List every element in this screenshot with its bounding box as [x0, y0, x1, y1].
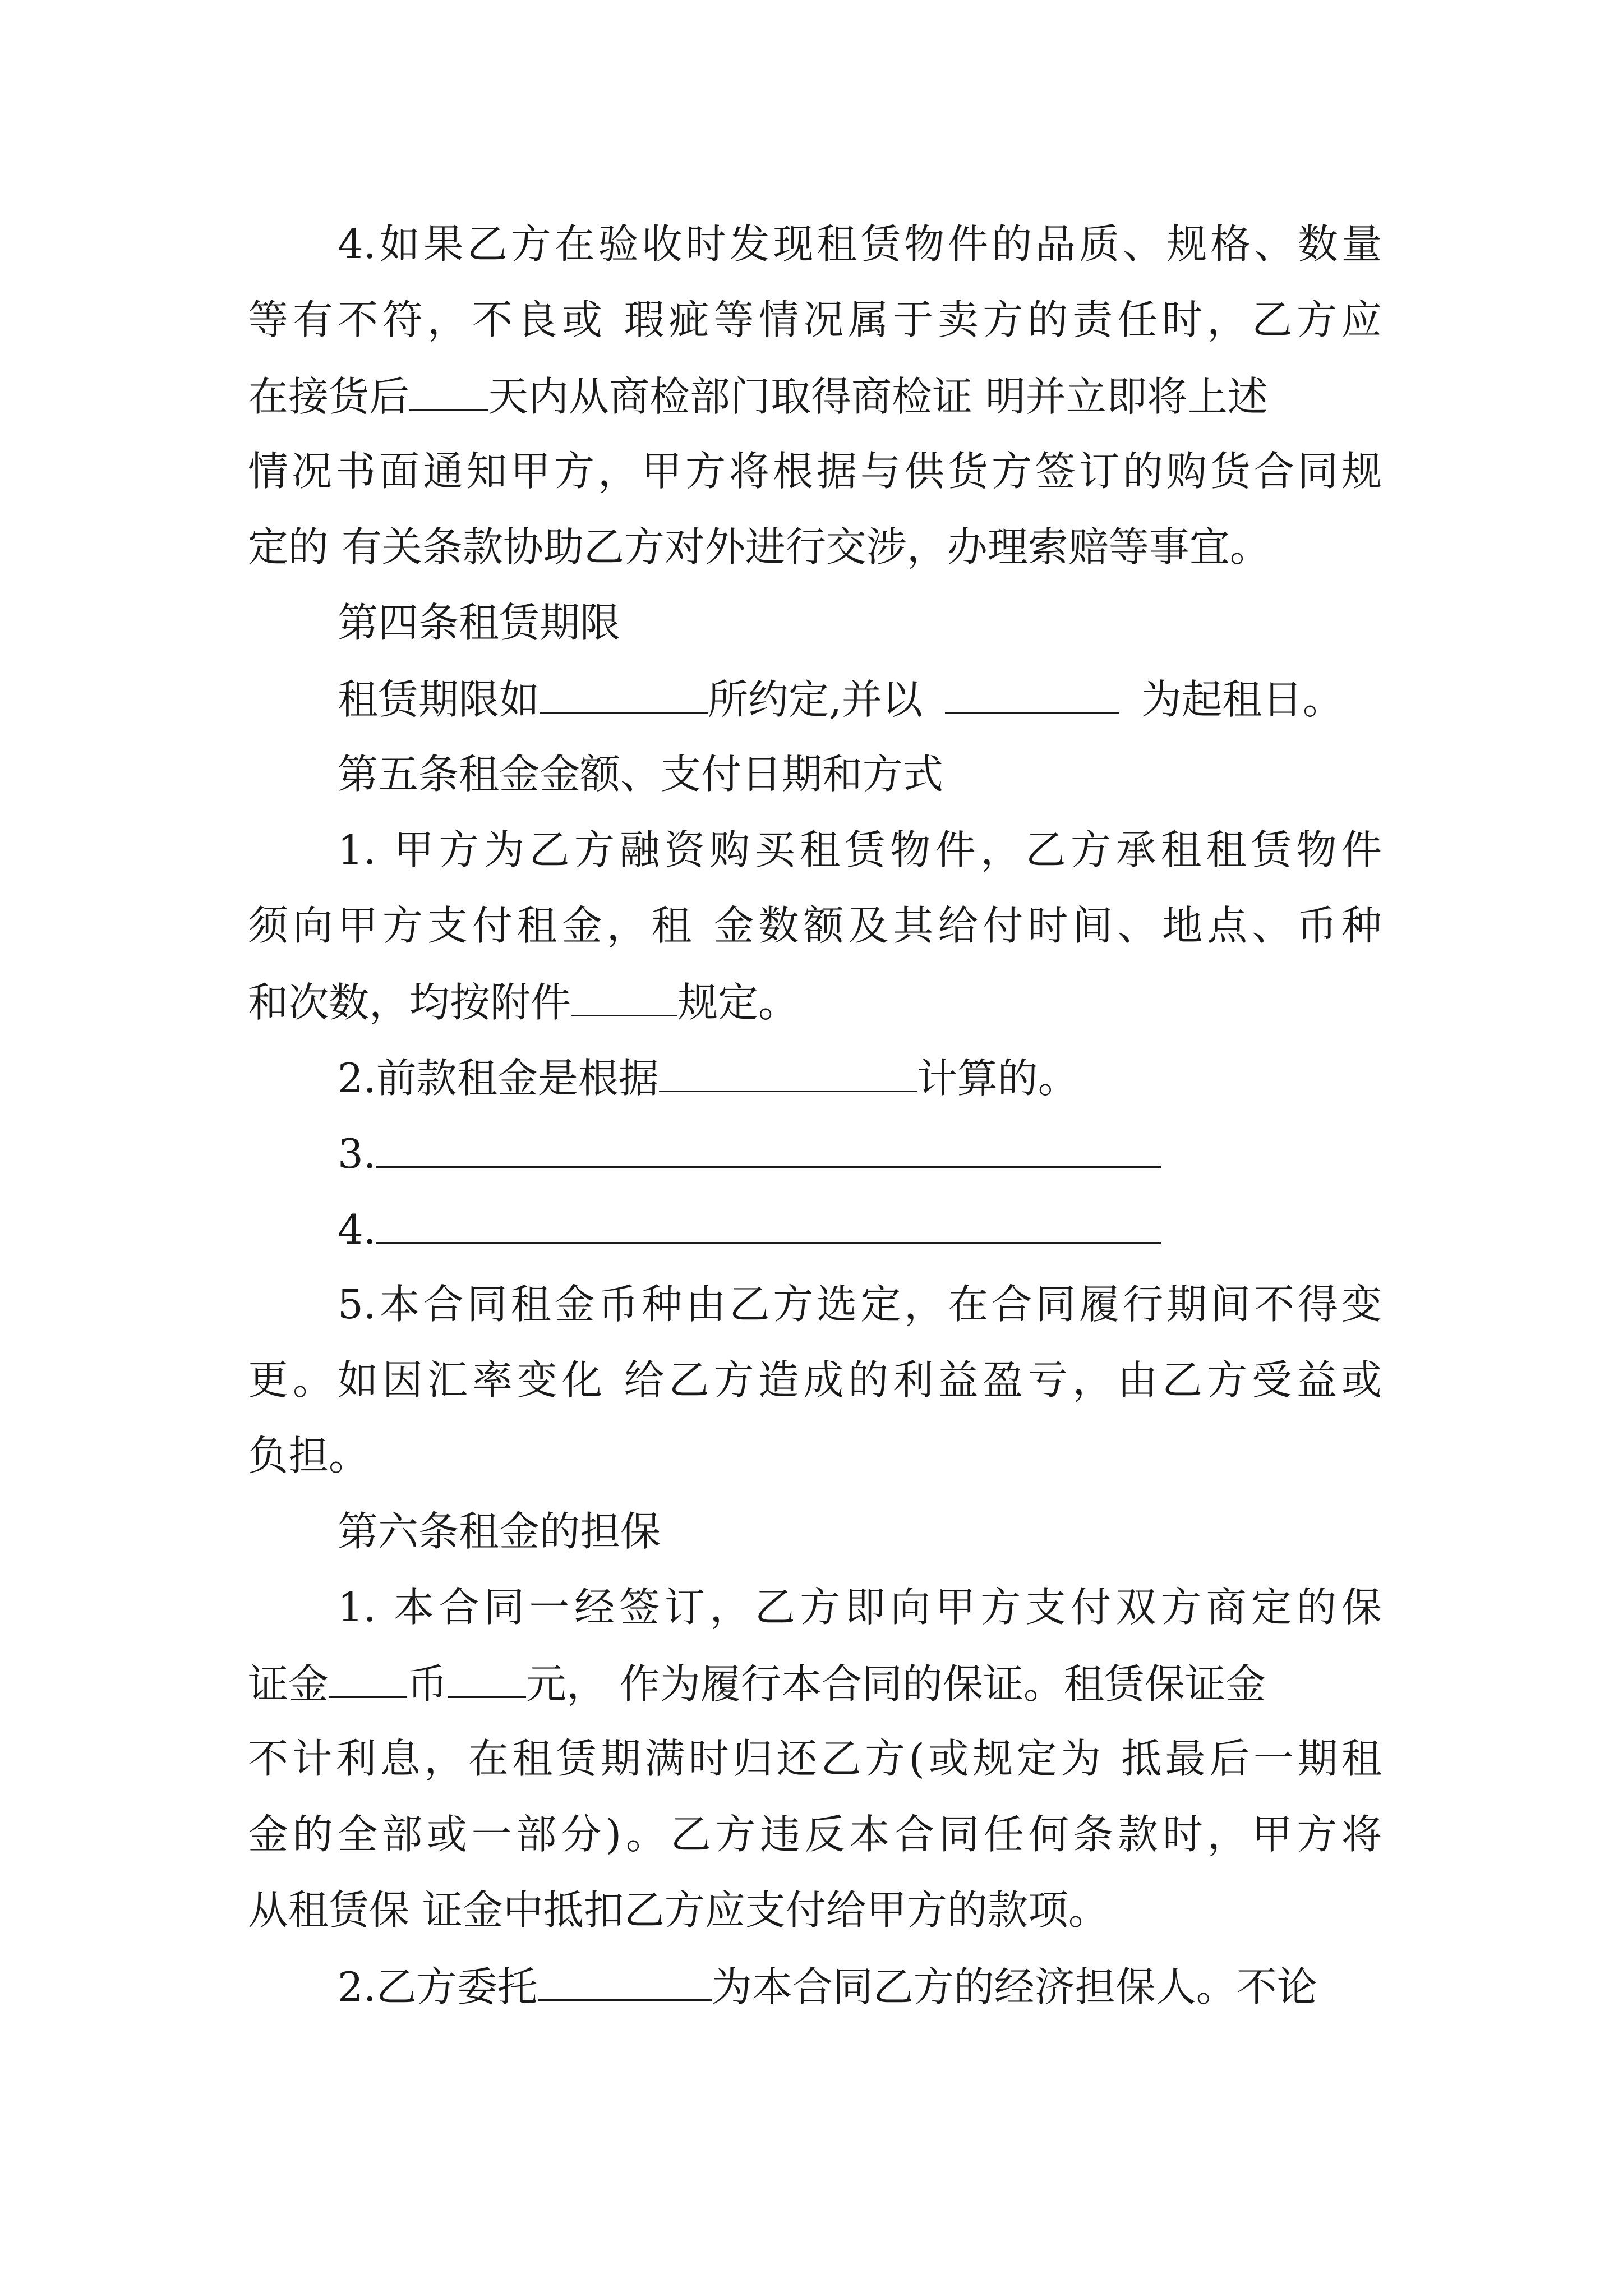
paragraph-line: 1. 甲方为乙方融资购买租赁物件，乙方承租租赁物件 — [338, 826, 1382, 873]
paragraph-line: 不计利息，在租赁期满时归还乙方(或规定为 抵最后一期租 — [248, 1735, 1382, 1782]
paragraph-line: 4.如果乙方在验收时发现租赁物件的品质、规格、数量 — [338, 220, 1382, 268]
text-segment: 所约定,并以 — [708, 676, 923, 723]
text-segment: 4. — [338, 1206, 376, 1253]
text-segment: 3. — [338, 1130, 376, 1177]
text-segment: 计算的。 — [916, 1055, 1078, 1102]
text-segment: 规定。 — [677, 979, 799, 1026]
paragraph-line — [338, 1958, 1317, 2015]
text-segment: 天内从商检部门取得商检证 明并立即将上述 — [488, 373, 1268, 420]
text-segment: 和次数，均按附件 — [248, 979, 571, 1026]
fill-in-blank[interactable] — [538, 1958, 712, 2001]
paragraph-line — [248, 367, 1268, 425]
paragraph-line: 1. 本合同一经签订，乙方即向甲方支付双方商定的保 — [338, 1584, 1382, 1631]
paragraph-line: 等有不符，不良或 瑕疵等情况属于卖方的责任时，乙方应 — [248, 296, 1382, 343]
fill-in-blank[interactable] — [540, 670, 708, 714]
paragraph-line — [248, 973, 799, 1030]
paragraph-line — [338, 670, 1343, 728]
text-segment: 元， 作为履行本合同的保证。租赁保证金 — [526, 1660, 1266, 1708]
section-heading: 第五条租金金额、支付日期和方式 — [338, 751, 944, 798]
fill-in-blank[interactable] — [376, 1125, 1161, 1168]
section-heading: 第六条租金的担保 — [338, 1508, 661, 1555]
paragraph-line — [338, 1125, 1161, 1182]
paragraph-line — [338, 1049, 1078, 1106]
fill-in-blank[interactable] — [409, 367, 488, 411]
text-segment: 币 — [407, 1660, 448, 1708]
fill-in-blank[interactable] — [945, 670, 1119, 714]
paragraph-line — [248, 1655, 1266, 1712]
fill-in-blank[interactable] — [376, 1200, 1161, 1244]
text-segment: 为本合同乙方的经济担保人。不论 — [711, 1963, 1317, 2010]
text-segment: 2.前款租金是根据 — [338, 1055, 659, 1102]
text-segment: 证金 — [248, 1660, 329, 1708]
paragraph-line: 定的 有关条款协助乙方对外进行交涉，办理索赔等事宜。 — [248, 523, 1270, 570]
paragraph-line: 金的全部或一部分)。乙方违反本合同任何条款时，甲方将 — [248, 1811, 1382, 1858]
fill-in-blank[interactable] — [448, 1655, 526, 1698]
paragraph-line: 负担。 — [248, 1432, 370, 1479]
paragraph-line: 情况书面通知甲方，甲方将根据与供货方签订的购货合同规 — [248, 448, 1382, 495]
section-heading: 第四条租赁期限 — [338, 599, 621, 646]
paragraph-line: 从租赁保 证金中抵扣乙方应支付给甲方的款项。 — [248, 1887, 1109, 1934]
fill-in-blank[interactable] — [329, 1655, 407, 1698]
text-segment: 为起租日。 — [1141, 676, 1343, 723]
paragraph-line — [338, 1200, 1161, 1258]
text-segment: 2.乙方委托 — [338, 1963, 538, 2010]
paragraph-line: 须向甲方支付租金，租 金数额及其给付时间、地点、币种 — [248, 902, 1382, 949]
fill-in-blank[interactable] — [659, 1049, 917, 1092]
paragraph-line: 5.本合同租金币种由乙方选定，在合同履行期间不得变 — [338, 1281, 1382, 1328]
fill-in-blank[interactable] — [571, 973, 677, 1016]
text-segment: 租赁期限如 — [338, 676, 540, 723]
text-segment: 在接货后 — [248, 373, 410, 420]
paragraph-line: 更。如因汇率变化 给乙方造成的利益盈亏，由乙方受益或 — [248, 1356, 1382, 1404]
